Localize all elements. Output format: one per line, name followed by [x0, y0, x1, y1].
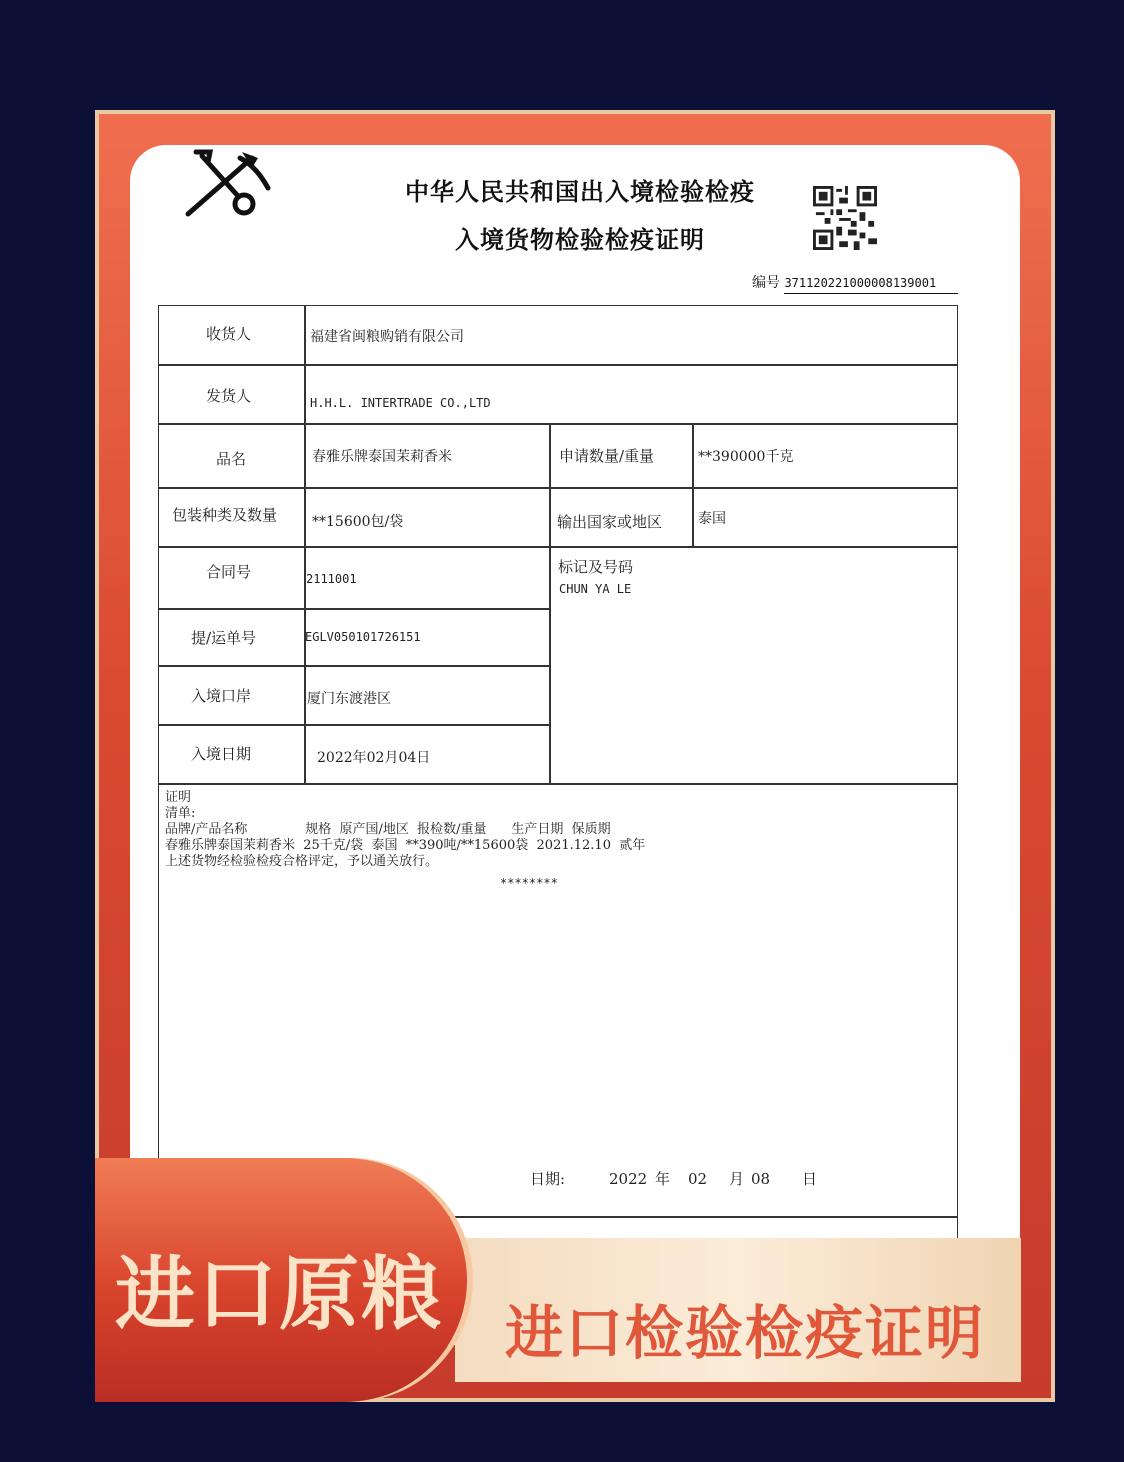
entry-date-value: 2022年02月04日	[317, 750, 431, 766]
grid-line	[692, 423, 694, 547]
origin-label: 输出国家或地区	[557, 513, 663, 531]
banner-right-text: 进口检验检疫证明	[505, 1299, 986, 1367]
banner-left-text: 进口原粮	[115, 1248, 443, 1341]
serial-number	[752, 272, 958, 294]
consignee-label: 收货人	[206, 325, 252, 343]
certificate-table	[158, 305, 958, 1245]
cert-line: 春雅乐牌泰国茉莉香米 25千克/袋 泰国 **390吨/**15600袋 2021.12.10 贰年	[165, 838, 646, 853]
issue-date-year: 2022	[609, 1170, 648, 1188]
grid-line	[158, 546, 958, 548]
consignor-value: H.H.L. INTERTRADE CO.,LTD	[310, 396, 491, 410]
origin-value: 泰国	[698, 511, 726, 527]
issue-date-month: 02	[688, 1170, 708, 1188]
serial-value: 371120221000008139001	[784, 276, 958, 294]
grid-line	[158, 423, 958, 425]
marks-label: 标记及号码	[558, 558, 634, 576]
issue-date-day-unit: 日	[802, 1170, 818, 1188]
packing-value: **15600包/袋	[312, 514, 404, 530]
bill-of-lading-value: EGLV050101726151	[305, 630, 421, 644]
bill-of-lading-label: 提/运单号	[191, 629, 257, 647]
cert-line: 证明	[165, 790, 192, 805]
cert-line: 品牌/产品名称 规格 原产国/地区 报检数/重量 生产日期 保质期	[165, 822, 611, 837]
grid-line	[158, 665, 549, 667]
grid-line	[549, 423, 551, 783]
entry-port-value: 厦门东渡港区	[307, 691, 391, 707]
issue-date-month-unit: 月	[729, 1170, 745, 1188]
issue-date-day: 08	[751, 1170, 771, 1188]
grid-line	[158, 783, 958, 785]
quantity-label: 申请数量/重量	[559, 447, 655, 465]
cert-stars: ********	[500, 876, 558, 890]
contract-label: 合同号	[206, 563, 252, 581]
contract-value: 2111001	[306, 572, 357, 586]
packing-label: 包装种类及数量	[172, 506, 278, 524]
qr-code-icon	[812, 186, 878, 250]
cert-line: 清单:	[165, 806, 196, 821]
product-value: 春雅乐牌泰国茉莉香米	[312, 449, 452, 465]
grid-line	[158, 724, 549, 726]
entry-date-label: 入境日期	[191, 745, 252, 763]
product-label: 品名	[216, 450, 247, 468]
issue-date-year-unit: 年	[655, 1170, 671, 1188]
marks-value: CHUN YA LE	[559, 582, 632, 596]
document-title-line1: 中华人民共和国出入境检验检疫	[405, 177, 755, 206]
serial-label: 编号	[752, 275, 780, 291]
grid-line	[158, 364, 958, 366]
certificate-statement	[165, 790, 645, 870]
customs-emblem-icon	[182, 148, 272, 220]
grid-line	[158, 608, 549, 610]
entry-port-label: 入境口岸	[191, 687, 252, 705]
issue-date-label: 日期:	[530, 1170, 566, 1188]
quantity-value: **390000千克	[698, 449, 794, 465]
cert-line: 上述货物经检验检疫合格评定，予以通关放行。	[165, 854, 439, 869]
document-title-line2: 入境货物检验检疫证明	[455, 225, 705, 254]
consignor-label: 发货人	[206, 387, 252, 405]
grid-line	[304, 305, 306, 783]
grid-line	[158, 487, 958, 489]
consignee-value: 福建省闽粮购销有限公司	[310, 329, 464, 345]
